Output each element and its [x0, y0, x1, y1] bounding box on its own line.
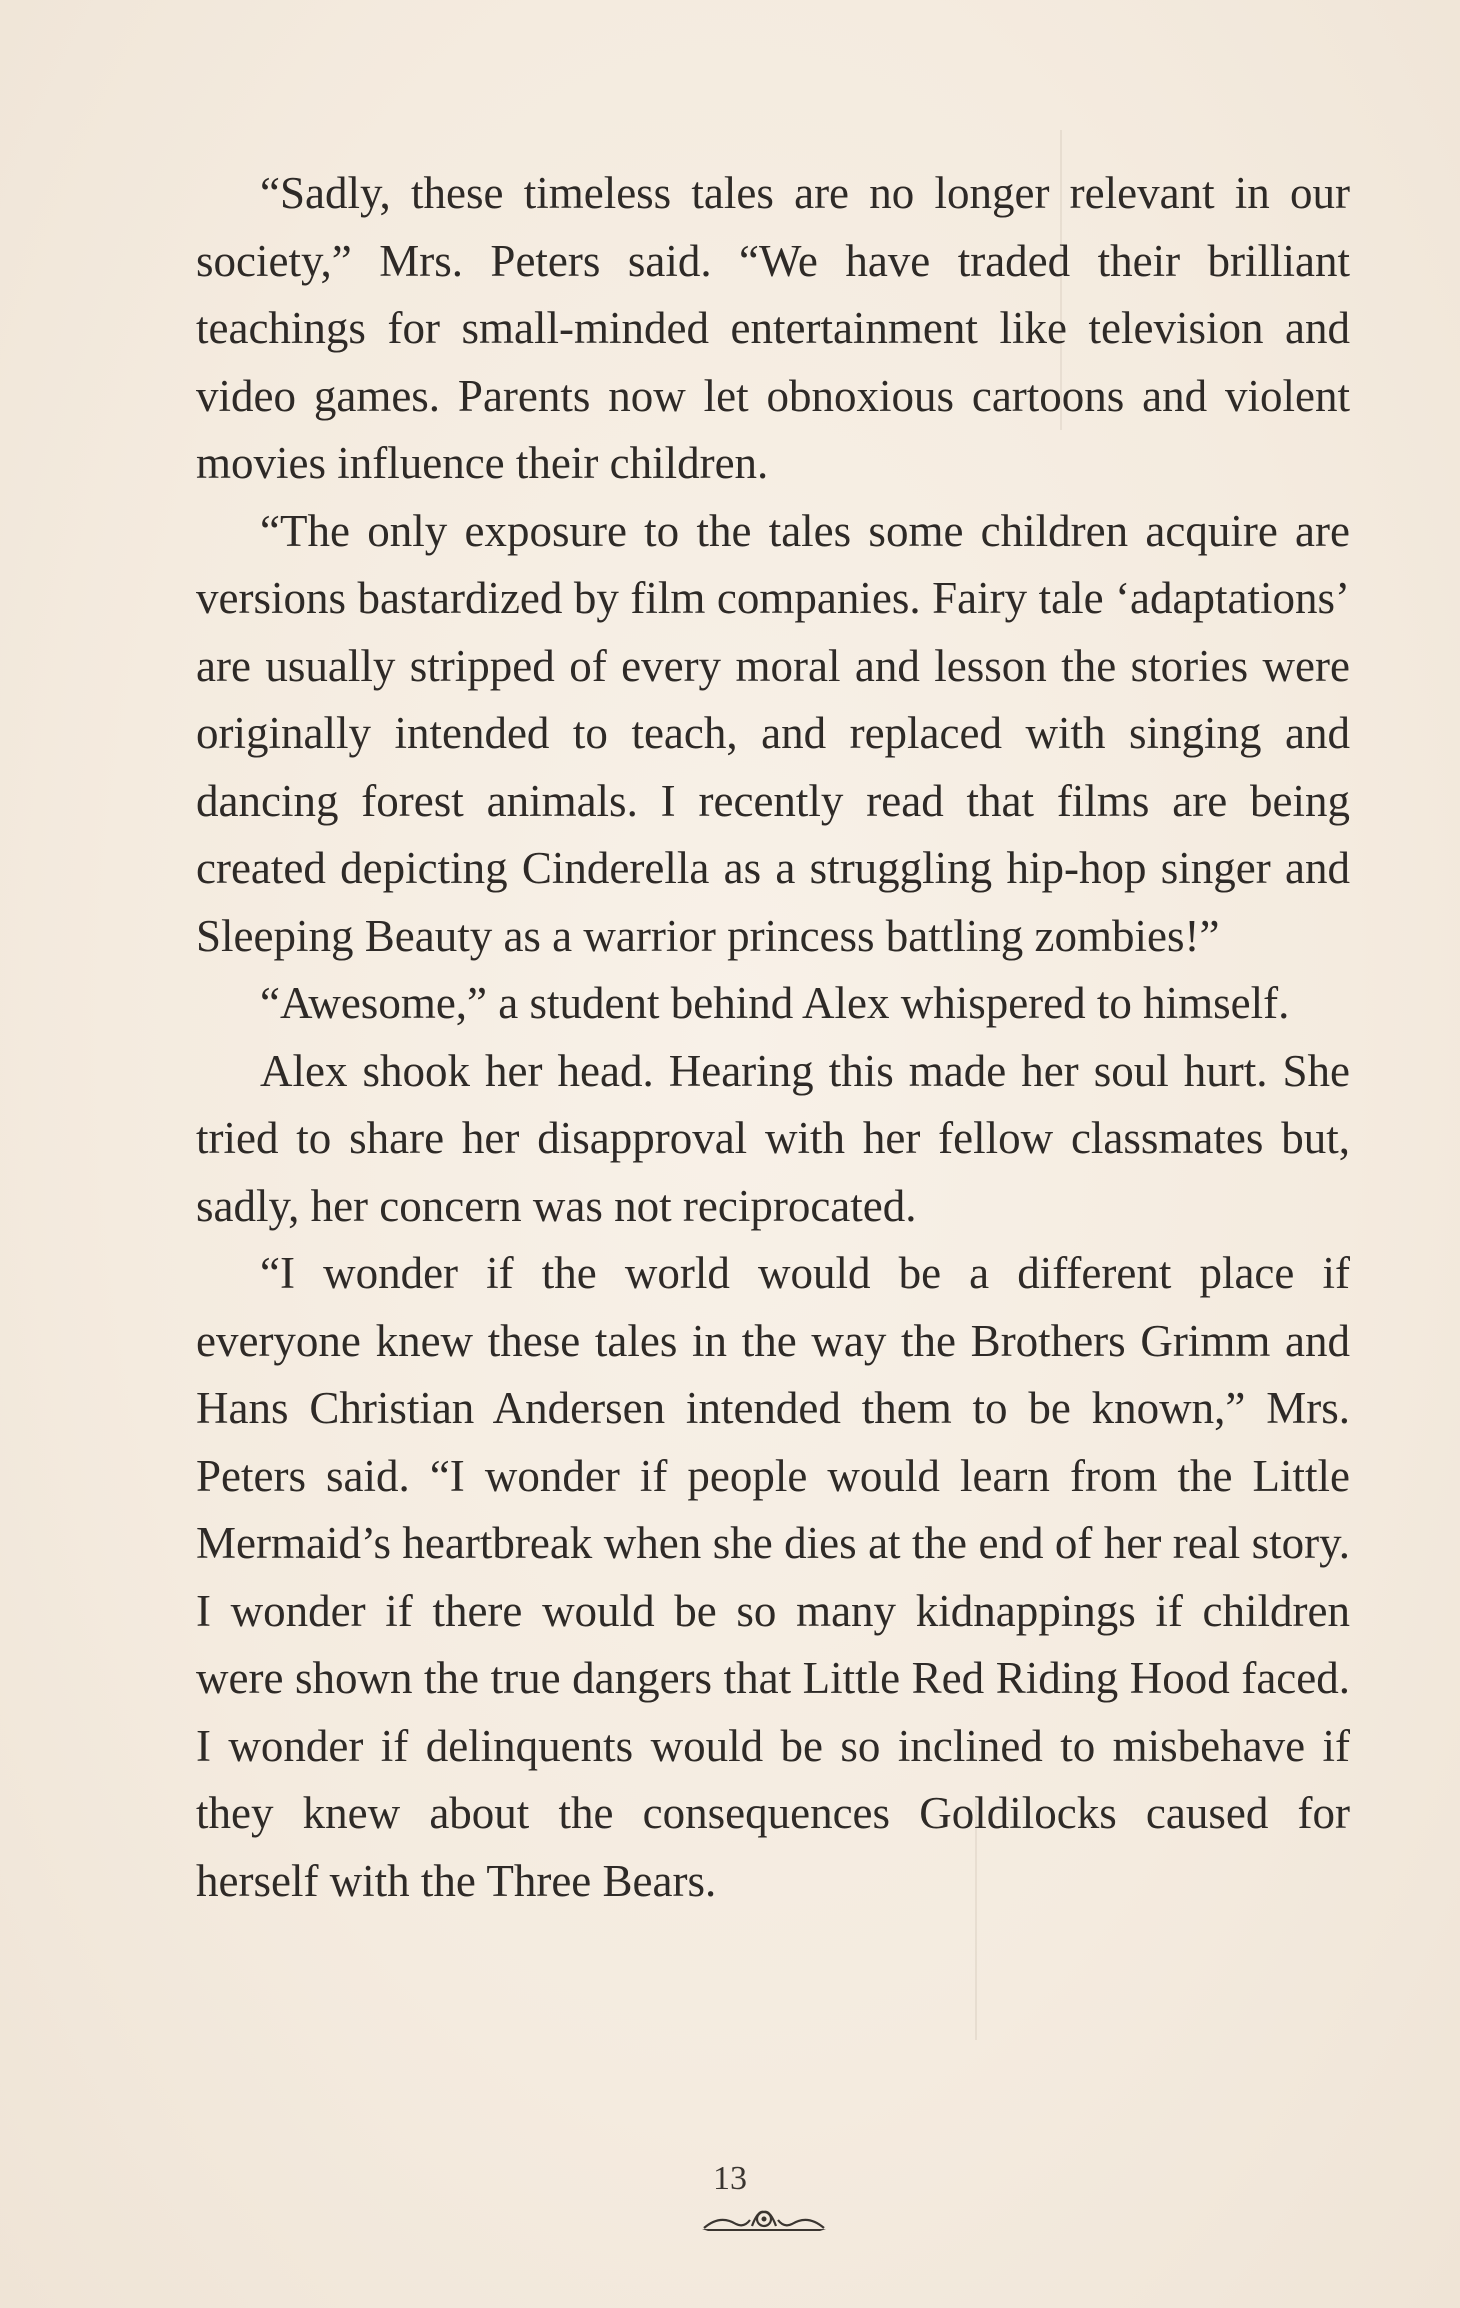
- paragraph: “Sadly, these timeless tales are no longer relevant in our society,” Mrs. Peters said. “We have traded their brilliant teachings for small-minded entertainment like television and video games. Parents now let obnoxious cartoons and violent movies influence their children.: [196, 168, 1350, 488]
- paragraph: “I wonder if the world would be a different place if everyone knew these tales in the way the Brothers Grimm and Hans Christian Andersen intended them to be known,” Mrs. Peters said. “I wonder if people would learn from the Little Mermaid’s heartbreak when she dies at the end of her real story. I wonder if there would be so many kidnappings if children were shown the true dangers that Little Red Riding Hood faced. I wonder if delinquents would be so inclined to misbehave if they knew about the consequences Goldilocks caused for herself with the Three Bears.: [196, 1248, 1350, 1906]
- paragraph: “Awesome,” a student behind Alex whispered to himself.: [260, 978, 1290, 1028]
- page-number: 13: [713, 2160, 747, 2197]
- paragraph: Alex shook her head. Hearing this made her soul hurt. She tried to share her disapproval with her fellow classmates but, sadly, her concern was not reciprocated.: [196, 1045, 1350, 1231]
- body-text: [196, 160, 1350, 1915]
- paragraph: “The only exposure to the tales some children acquire are versions bastardized by film companies. Fairy tale ‘adaptations’ are usually stripped of every moral and lesson the stories were originally intended to teach, and replaced with singing and dancing forest animals. I recently read that films are being created depicting Cinderella as a struggling hip-hop singer and Sleeping Beauty as a warrior princess battling zombies!”: [196, 505, 1350, 961]
- flourish-ornament-icon: [700, 2206, 828, 2232]
